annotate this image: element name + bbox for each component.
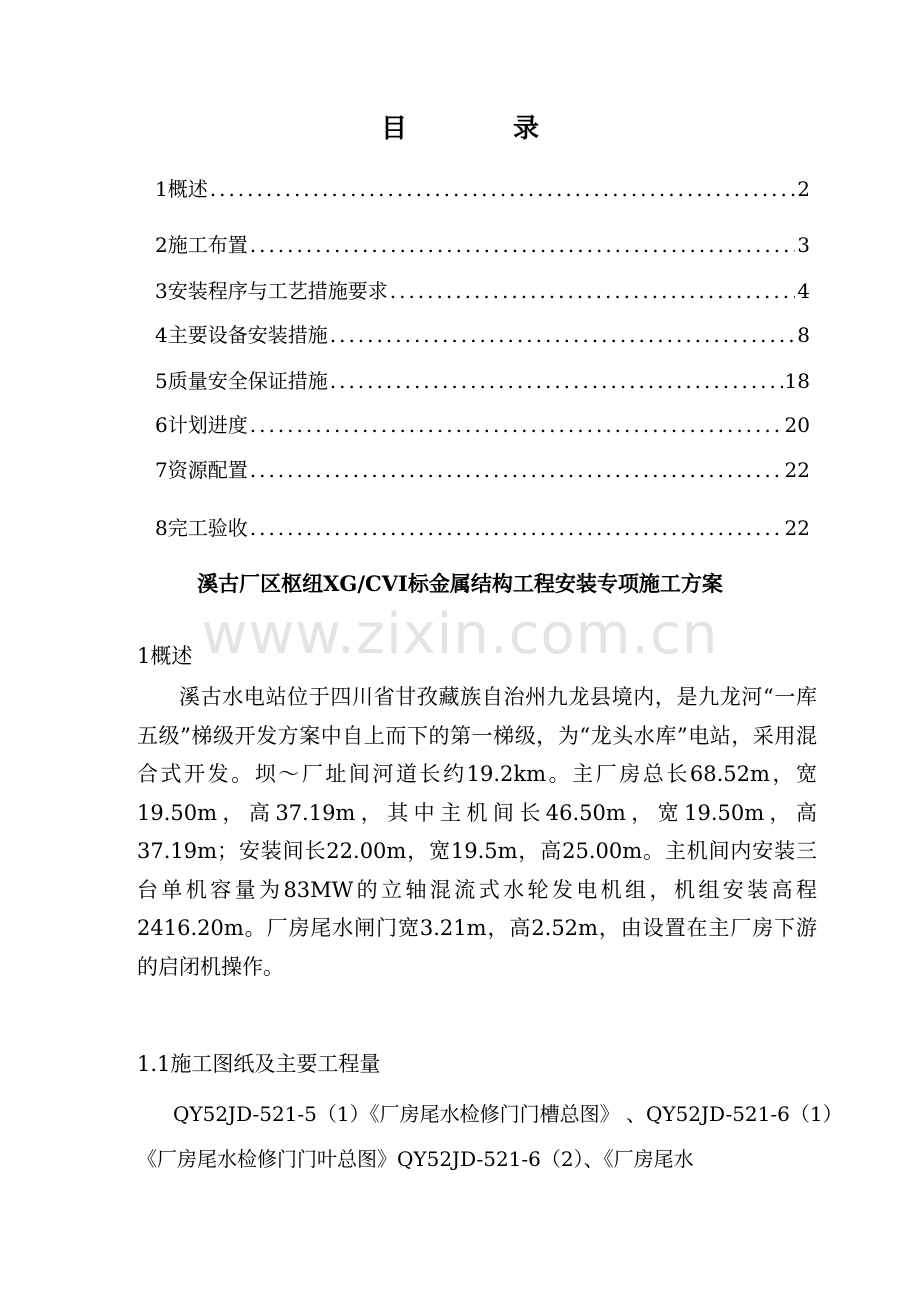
toc-leader-dots bbox=[330, 320, 796, 350]
toc-item-label: 8完工验收 bbox=[155, 516, 248, 540]
toc-item-label: 5质量安全保证措施 bbox=[155, 369, 328, 393]
toc-item[interactable] bbox=[155, 230, 810, 260]
toc-item[interactable] bbox=[155, 455, 810, 485]
section-paragraph: 溪古水电站位于四川省甘孜藏族自治州九龙县境内，是九龙河“一库五级”梯级开发方案中自上而下的第一梯级，为“龙头水库”电站，采用混合式开发。坝～厂址间河道长约19.2km。主厂房总长68.52m，宽19.50m，高37.19m，其中主机间长46.50m，宽19.50m，高37.19m；安装间长22.00m，宽19.5m，高25.00m。主机间内安装三台单机容量为83MW的立轴混流式水轮发电机组，机组安装高程2416.20m。厂房尾水闸门宽3.21m，高2.52m，由设置在主厂房下游的启闭机操作。 bbox=[137, 685, 817, 979]
toc-item-page: 20 bbox=[784, 413, 810, 437]
toc-item-page: 4 bbox=[797, 279, 810, 303]
toc-leader-dots bbox=[210, 174, 796, 204]
toc-item-label: 7资源配置 bbox=[155, 458, 248, 482]
toc-leader-dots bbox=[250, 455, 783, 485]
toc-item-label: 2施工布置 bbox=[155, 233, 248, 257]
toc-item-page: 3 bbox=[797, 233, 810, 257]
subsection-paragraph: QY52JD-521-5（1）《厂房尾水检修门门槽总图》 、QY52JD-521-6（1）《厂房尾水检修门门叶总图》QY52JD-521-6（2）、《厂房尾水 bbox=[137, 1102, 833, 1171]
toc-leader-dots bbox=[390, 276, 796, 306]
toc-item[interactable] bbox=[155, 320, 810, 350]
watermark: www.zixin.com.cn bbox=[201, 602, 719, 667]
document-title: 溪古厂区枢纽XG/CVI标金属结构工程安装专项施工方案 bbox=[197, 571, 723, 596]
toc-item-label: 3安装程序与工艺措施要求 bbox=[155, 279, 388, 303]
subsection-heading: 1.1施工图纸及主要工程量 bbox=[137, 1052, 381, 1076]
toc-item[interactable] bbox=[155, 366, 810, 396]
toc-item-page: 2 bbox=[797, 177, 810, 201]
toc-item-label: 4主要设备安装措施 bbox=[155, 323, 328, 347]
toc-item-page: 8 bbox=[797, 323, 810, 347]
toc-leader-dots bbox=[330, 366, 783, 396]
toc-item[interactable] bbox=[155, 513, 810, 543]
toc-item-page: 18 bbox=[784, 369, 810, 393]
toc-leader-dots bbox=[250, 410, 783, 440]
toc-item-label: 6计划进度 bbox=[155, 413, 248, 437]
toc-item[interactable] bbox=[155, 276, 810, 306]
toc-leader-dots bbox=[250, 230, 796, 260]
toc-item[interactable] bbox=[155, 410, 810, 440]
toc-item-page: 22 bbox=[784, 516, 810, 540]
toc-item-page: 22 bbox=[784, 458, 810, 482]
toc-leader-dots bbox=[250, 513, 783, 543]
toc-title: 目 录 bbox=[380, 114, 579, 144]
section-heading: 1概述 bbox=[137, 644, 193, 668]
toc-item[interactable] bbox=[155, 174, 810, 204]
toc-item-label: 1概述 bbox=[155, 177, 208, 201]
